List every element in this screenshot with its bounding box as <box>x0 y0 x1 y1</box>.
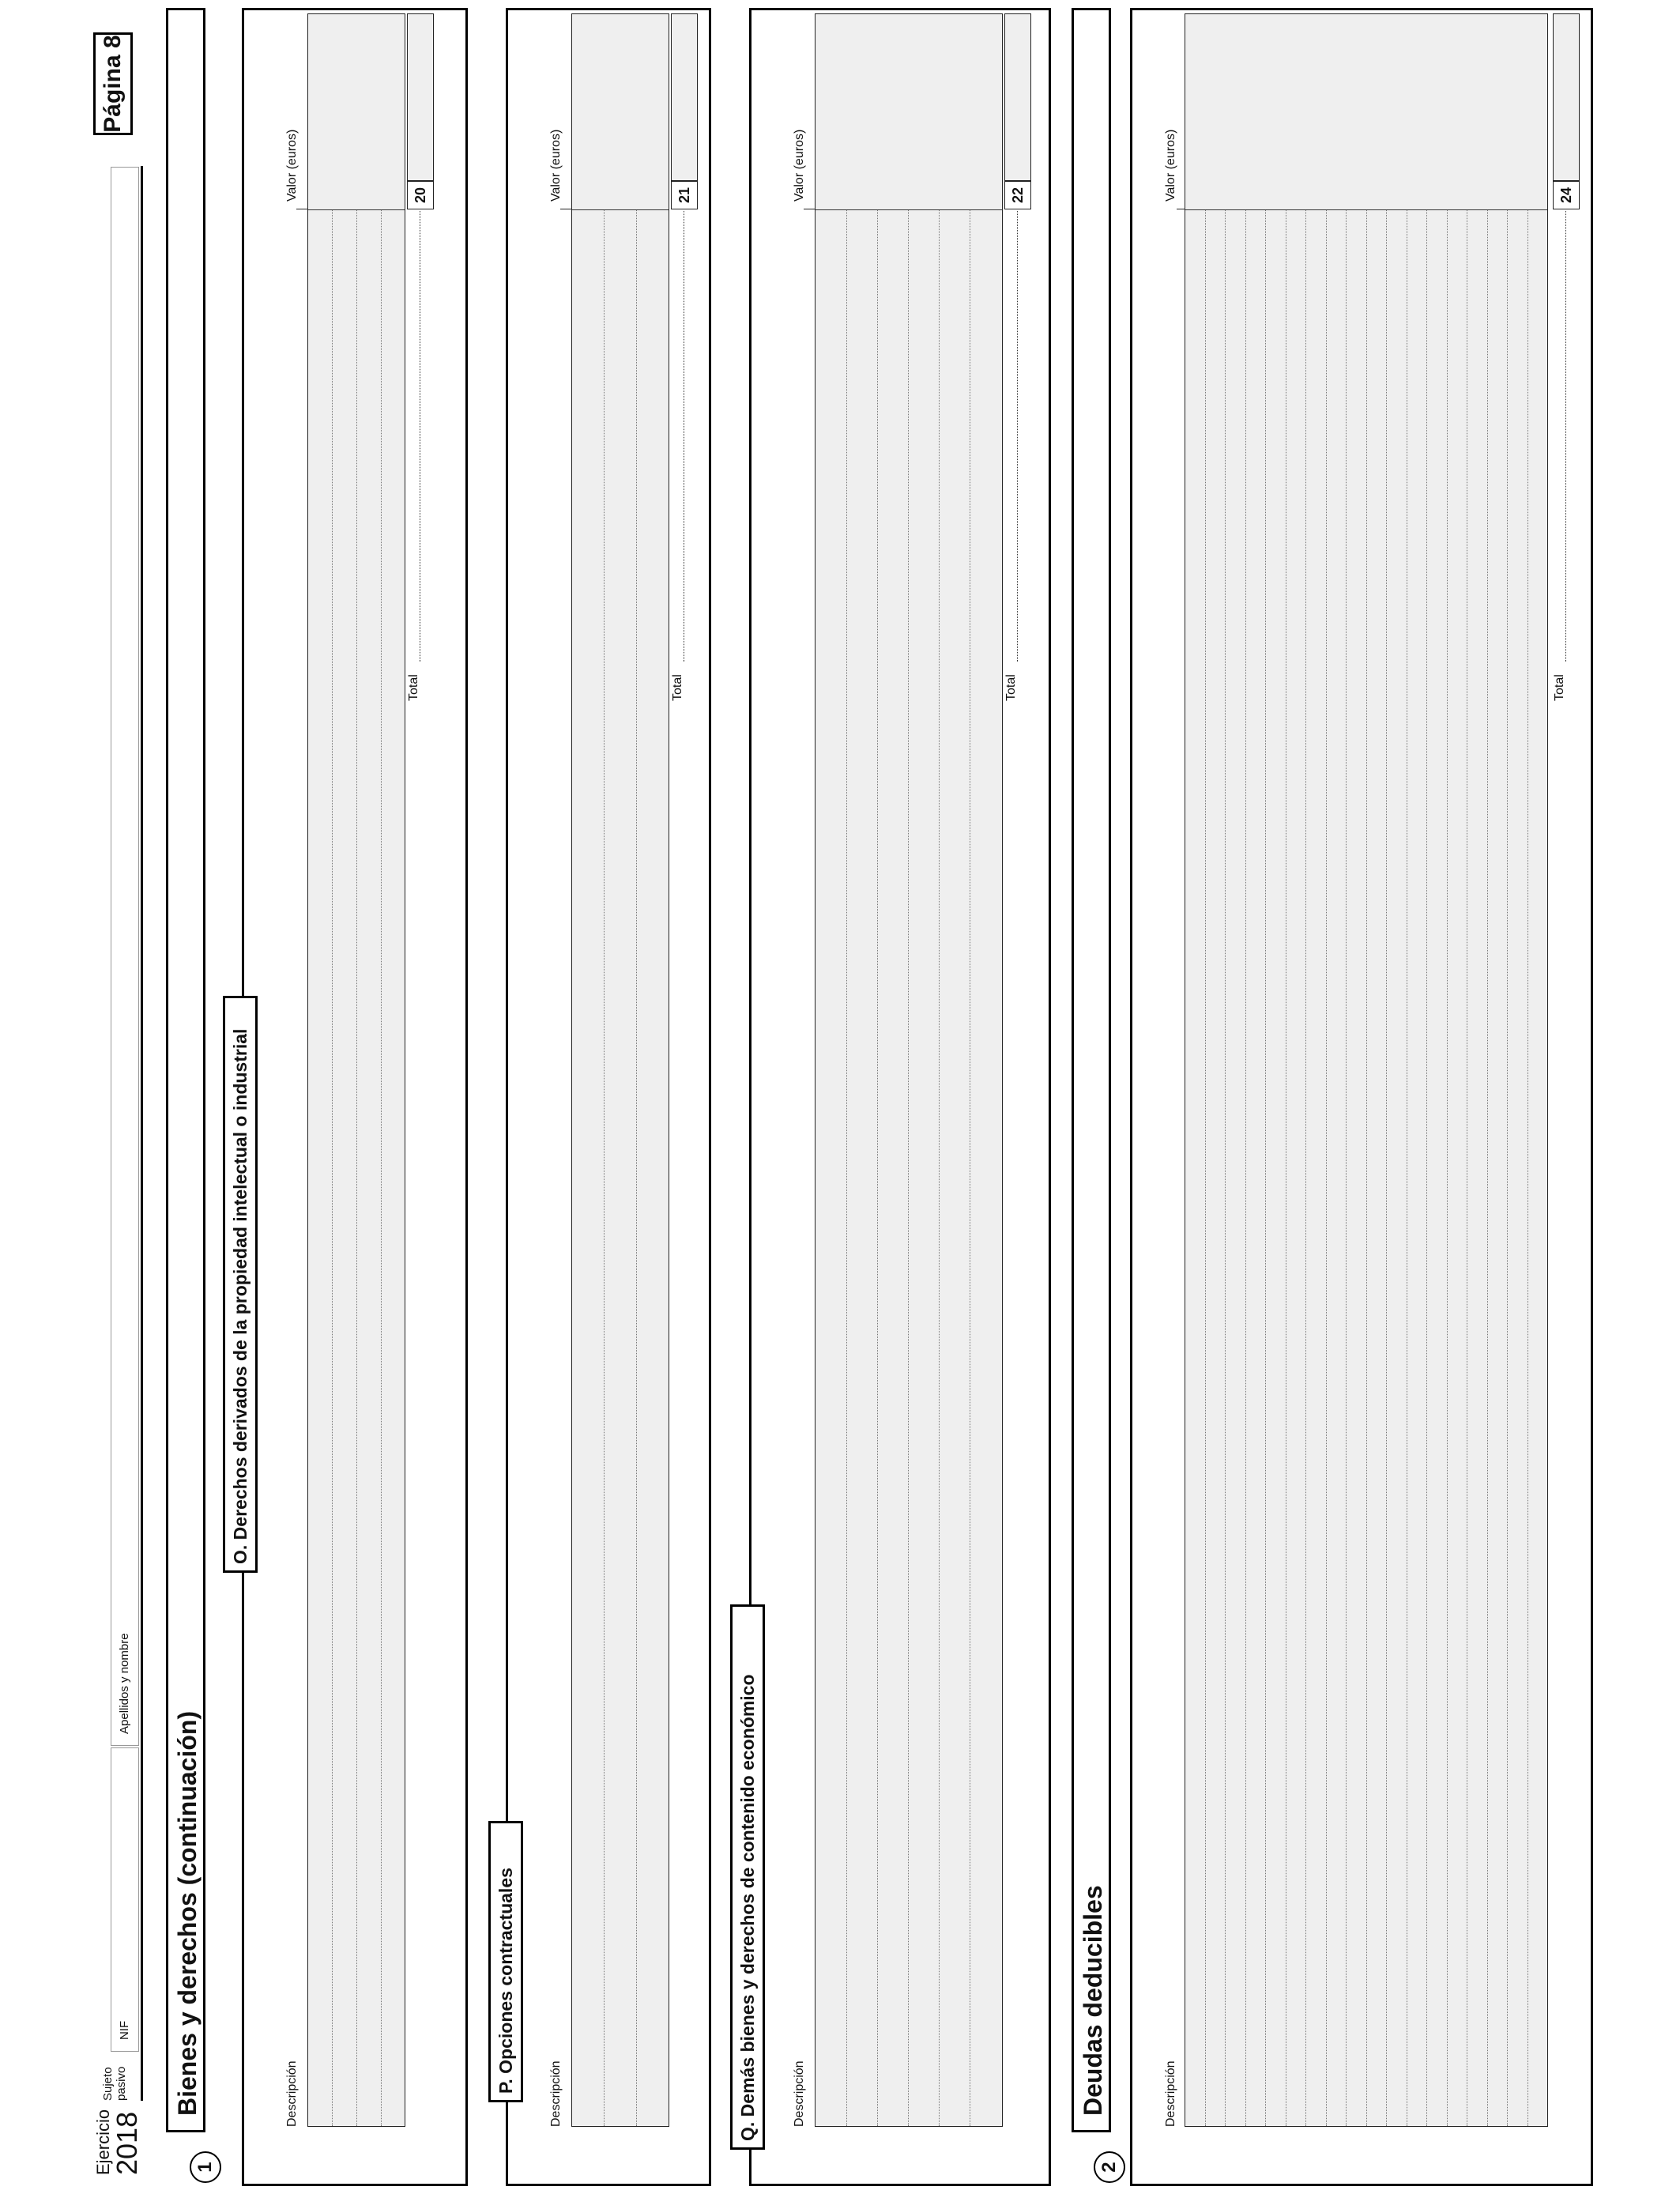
table-row <box>1447 210 1448 2126</box>
table-row <box>1366 210 1367 2126</box>
descripcion-label: Descripción <box>1164 2060 1177 2127</box>
panel-q-table[interactable] <box>815 13 1003 2127</box>
table-row <box>356 210 357 2126</box>
panel-p-title: P. Opciones contractuales <box>488 1821 523 2102</box>
section-1-number: 1 <box>190 2151 221 2183</box>
descripcion-label: Descripción <box>285 2060 299 2127</box>
box-21: 21 <box>671 181 698 209</box>
total-20-field[interactable] <box>407 13 434 181</box>
section-1-header <box>166 8 205 2132</box>
table-row <box>939 210 940 2126</box>
valor-column <box>308 14 405 210</box>
section-1-title: Bienes y derechos (continuación) <box>173 1710 202 2116</box>
table-row <box>1386 210 1387 2126</box>
section-2-title: Deudas deducibles <box>1079 1885 1107 2116</box>
panel-deudas-table[interactable] <box>1185 13 1548 2127</box>
total-24-field[interactable] <box>1553 13 1580 181</box>
table-row <box>381 210 382 2126</box>
table-row <box>1305 210 1306 2126</box>
table-row <box>846 210 847 2126</box>
total-dots <box>1565 211 1566 662</box>
total-label: Total <box>407 674 420 701</box>
table-row <box>1326 210 1327 2126</box>
box-24: 24 <box>1553 181 1580 209</box>
total-label: Total <box>1553 674 1566 701</box>
total-22-field[interactable] <box>1004 13 1031 181</box>
table-row <box>877 210 878 2126</box>
sujeto-label: Sujeto pasivo <box>101 2066 128 2101</box>
total-21-field[interactable] <box>671 13 698 181</box>
descripcion-label: Descripción <box>793 2060 806 2127</box>
section-2-header <box>1072 8 1111 2132</box>
valor-label: Valor (euros) <box>549 129 563 202</box>
table-row <box>1205 210 1206 2126</box>
table-row <box>1245 210 1246 2126</box>
table-row <box>908 210 909 2126</box>
panel-o-table[interactable] <box>307 13 405 2127</box>
table-row <box>604 210 605 2126</box>
section-2-number: 2 <box>1094 2151 1125 2183</box>
total-label: Total <box>671 674 684 701</box>
panel-q <box>749 8 1051 2186</box>
panel-q-title: Q. Demás bienes y derechos de contenido económico <box>730 1604 765 2150</box>
panel-o <box>242 8 468 2186</box>
table-row <box>1265 210 1266 2126</box>
valor-label: Valor (euros) <box>793 129 806 202</box>
panel-p-table[interactable] <box>571 13 669 2127</box>
box-22: 22 <box>1004 181 1031 209</box>
valor-column <box>816 14 1002 210</box>
apellidos-nombre-field[interactable]: Apellidos y nombre <box>111 167 139 1746</box>
table-row <box>1426 210 1427 2126</box>
panel-p <box>506 8 711 2186</box>
valor-column <box>572 14 669 210</box>
nif-field[interactable]: NIF <box>111 1747 139 2052</box>
panel-o-title: O. Derechos derivados de la propiedad intelectual o industrial <box>223 996 258 1573</box>
table-row <box>1487 210 1488 2126</box>
table-row <box>1507 210 1508 2126</box>
table-row <box>636 210 637 2126</box>
ejercicio-year: 2018 <box>111 2111 143 2175</box>
valor-column <box>1185 14 1547 210</box>
ejercicio-label: Ejercicio <box>93 2109 113 2175</box>
table-row <box>1346 210 1347 2126</box>
table-row <box>1225 210 1226 2126</box>
panel-deudas <box>1130 8 1593 2186</box>
total-dots <box>1017 211 1018 662</box>
descripcion-label: Descripción <box>549 2060 563 2127</box>
valor-label: Valor (euros) <box>285 129 299 202</box>
total-label: Total <box>1004 674 1018 701</box>
page-number-box: Página 8 <box>93 32 133 135</box>
table-row <box>332 210 333 2126</box>
table-row <box>1527 210 1528 2126</box>
valor-label: Valor (euros) <box>1164 129 1177 202</box>
box-20: 20 <box>407 181 434 209</box>
header-rule <box>141 166 143 2101</box>
